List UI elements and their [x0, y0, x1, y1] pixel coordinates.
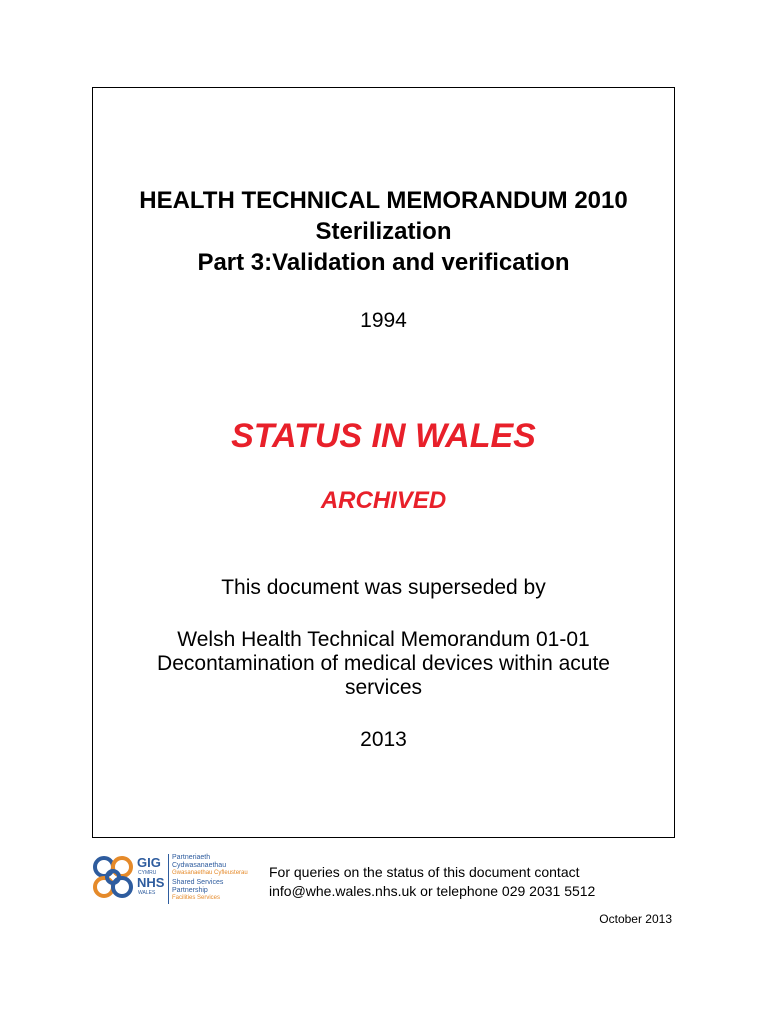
superseded-title-line2: Decontamination of medical devices within acute — [157, 652, 610, 675]
logo-gig-text: GIG — [137, 855, 161, 870]
logo-welsh-line3: Gwasanaethau Cyfleusterau — [172, 870, 248, 876]
contact-line1: For queries on the status of this document contact — [269, 864, 580, 880]
superseded-intro: This document was superseded by — [221, 576, 546, 599]
document-title-line3: Part 3:Validation and verification — [197, 249, 570, 276]
celtic-knot-icon — [90, 853, 136, 903]
nhs-wales-shared-services-logo — [90, 850, 270, 908]
logo-welsh-line1: Partneriaeth — [172, 854, 211, 861]
contact-line2: info@whe.wales.nhs.uk or telephone 029 2031 5512 — [269, 883, 596, 899]
logo-welsh-line2: Cydwasanaethau — [172, 862, 227, 869]
logo-english-line2: Partnership — [172, 887, 208, 894]
logo-english-line1: Shared Services — [172, 879, 224, 886]
document-year: 1994 — [360, 309, 407, 332]
logo-wales-text: WALES — [138, 890, 156, 896]
logo-divider — [168, 854, 169, 904]
logo-cymru-text: CYMRU — [138, 870, 157, 876]
document-cover-frame — [92, 87, 675, 838]
document-title-line2: Sterilization — [315, 218, 452, 245]
logo-nhs-text: NHS — [137, 875, 165, 890]
status-value: ARCHIVED — [320, 487, 447, 514]
superseded-title-line1: Welsh Health Technical Memorandum 01-01 — [177, 628, 590, 651]
status-heading: STATUS IN WALES — [231, 417, 536, 455]
footer-date: October 2013 — [599, 912, 672, 926]
superseded-title-line3: services — [344, 676, 423, 699]
contact-info — [269, 863, 595, 901]
logo-english-line3: Facilities Services — [172, 895, 221, 901]
document-title-line1: HEALTH TECHNICAL MEMORANDUM 2010 — [139, 187, 628, 214]
superseded-year: 2013 — [360, 728, 407, 751]
